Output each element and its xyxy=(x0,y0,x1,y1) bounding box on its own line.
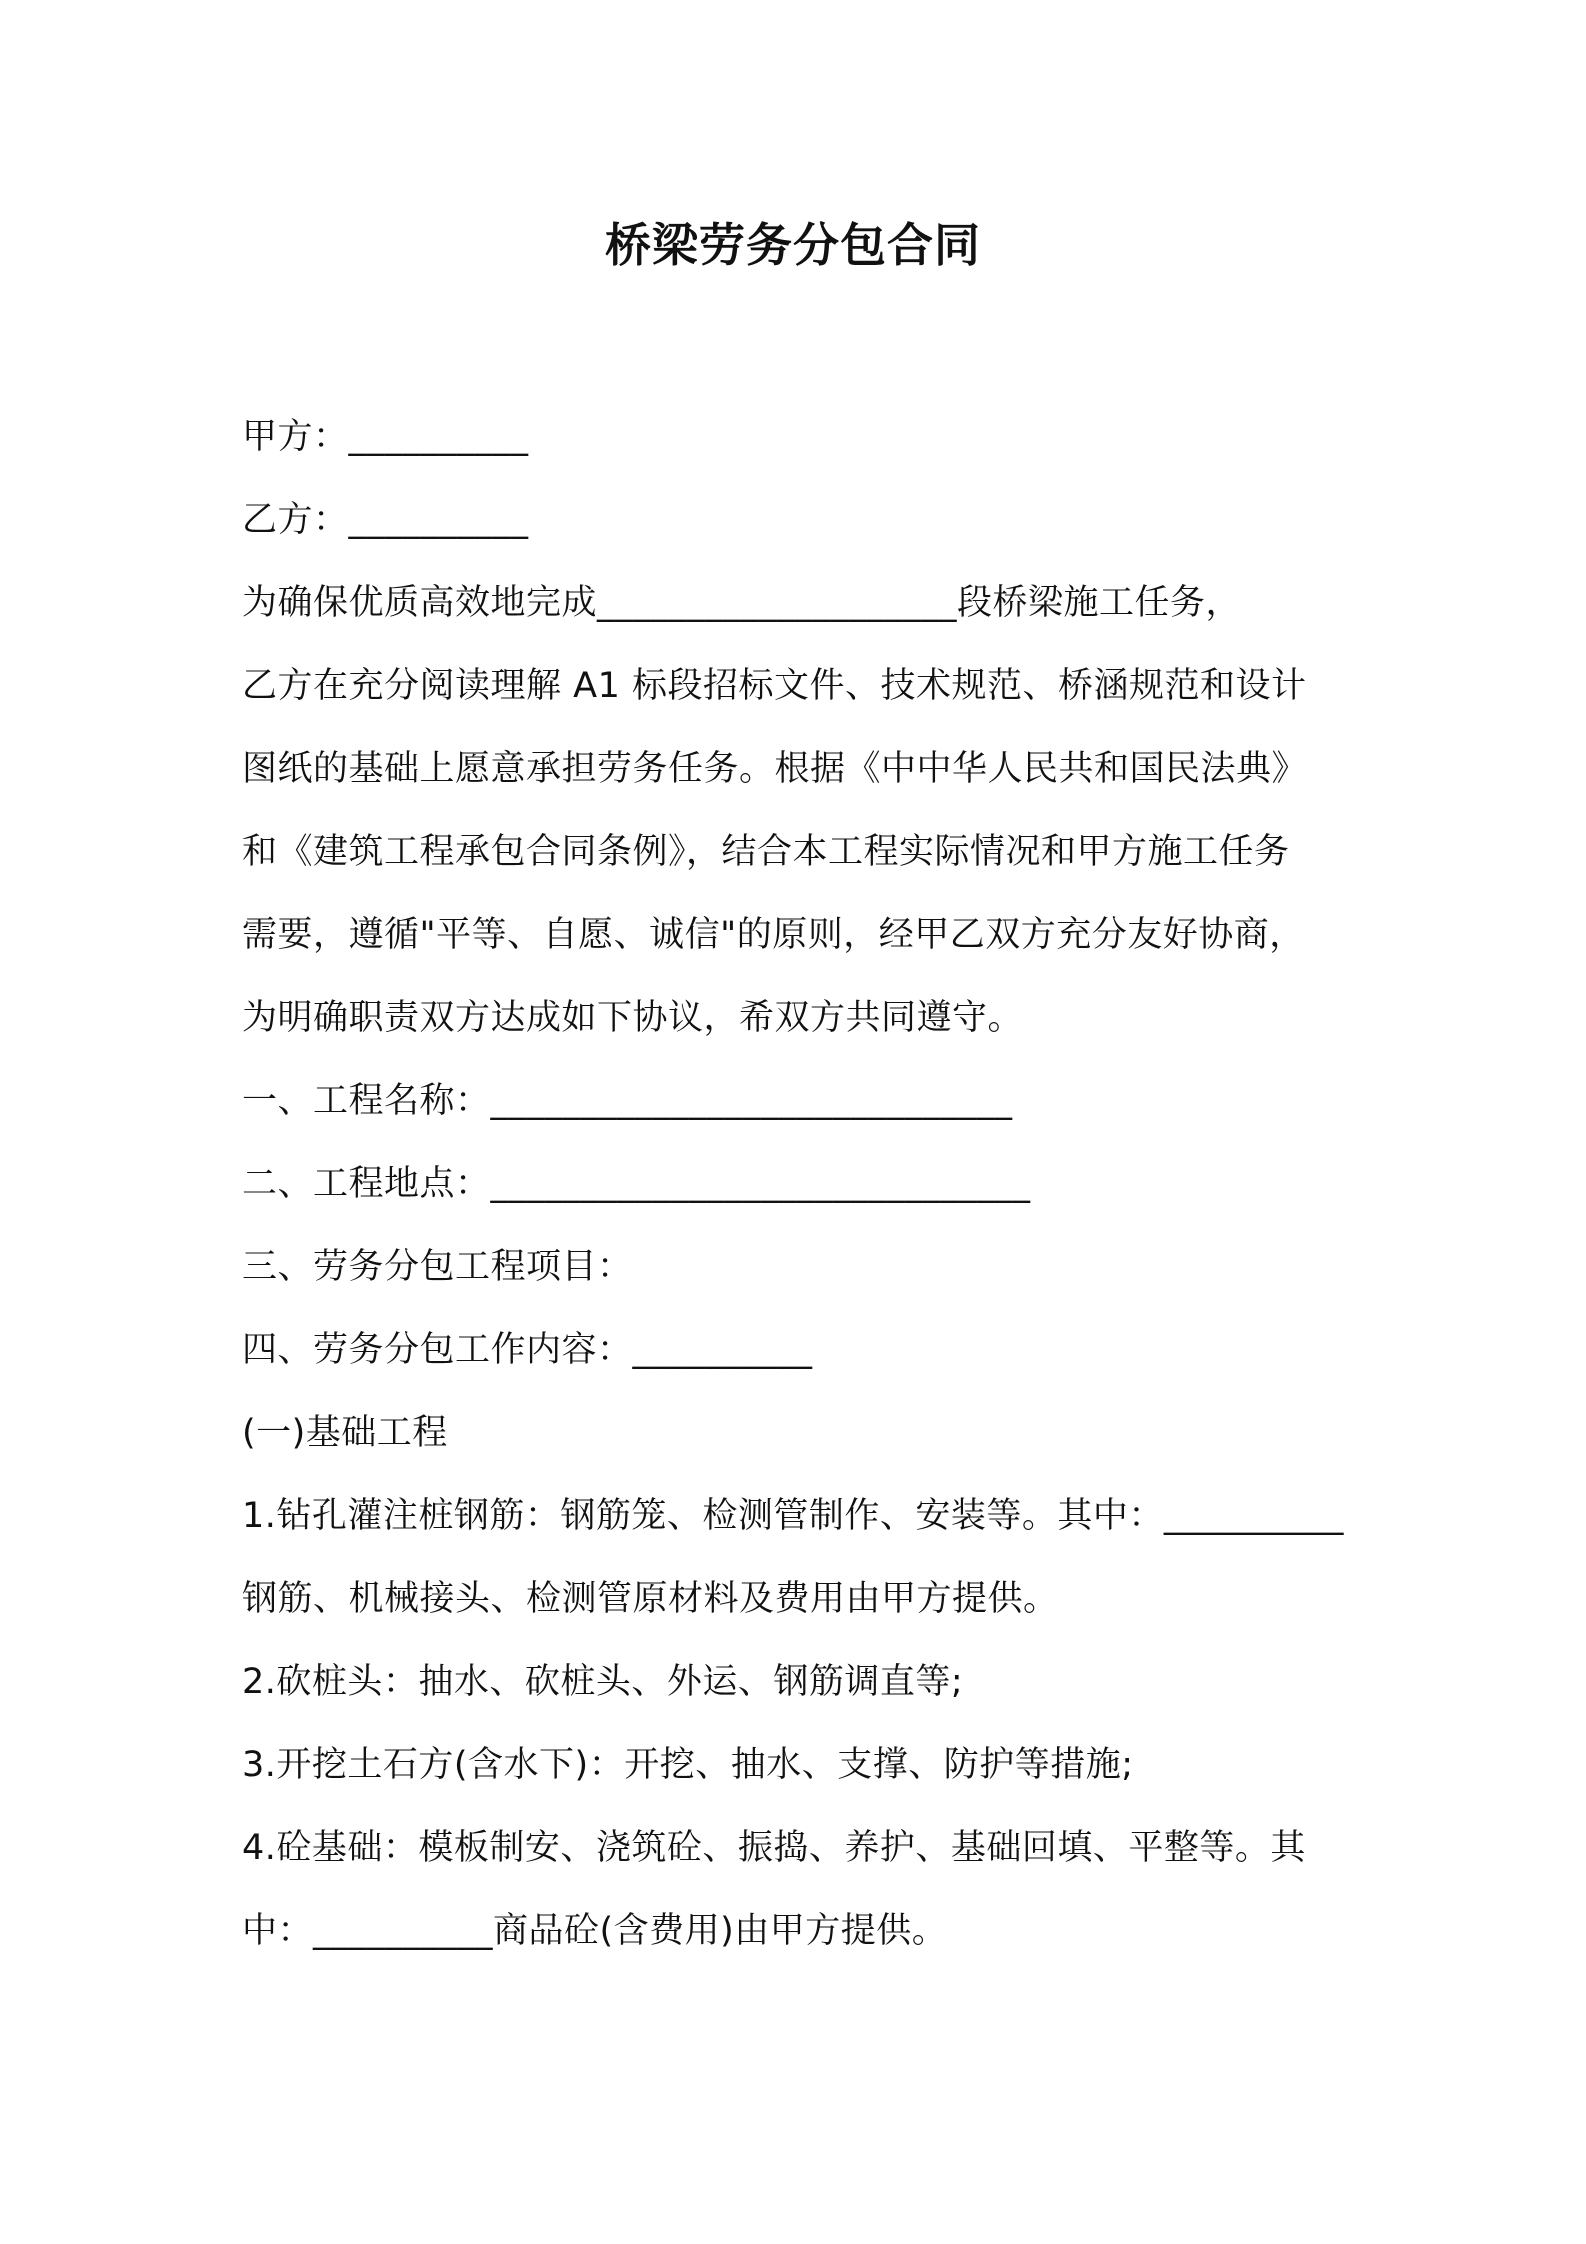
item-4-line-2: 中：__________商品砼(含费用)由甲方提供。 xyxy=(242,1911,948,1951)
preamble-line-4: 和《建筑工程承包合同条例》，结合本工程实际情况和甲方施工任务 xyxy=(242,832,1290,872)
section-project-location: 二、工程地点：______________________________ xyxy=(242,1164,1031,1204)
preamble-line-1: 为确保优质高效地完成____________________段桥梁施工任务， xyxy=(242,583,1242,623)
party-a-line: 甲方：__________ xyxy=(242,417,529,457)
item-4-line-1: 4.砼基础：模板制安、浇筑砼、振捣、养护、基础回填、平整等。其 xyxy=(242,1828,1306,1868)
subsection-foundation: (一)基础工程 xyxy=(242,1413,448,1453)
item-1-line-1: 1.钻孔灌注桩钢筋：钢筋笼、检测管制作、安装等。其中：__________ xyxy=(242,1496,1344,1536)
document-title: 桥梁劳务分包合同 xyxy=(605,218,981,272)
section-work-content: 四、劳务分包工作内容：__________ xyxy=(242,1330,813,1370)
preamble-line-5: 需要，遵循"平等、自愿、诚信"的原则，经甲乙双方充分友好协商， xyxy=(242,915,1305,955)
item-2-line: 2.砍桩头：抽水、砍桩头、外运、钢筋调直等; xyxy=(242,1662,964,1702)
preamble-line-2: 乙方在充分阅读理解 A1 标段招标文件、技术规范、桥涵规范和设计 xyxy=(242,666,1307,706)
section-project-name: 一、工程名称：_____________________________ xyxy=(242,1081,1013,1121)
preamble-line-6: 为明确职责双方达成如下协议，希双方共同遵守。 xyxy=(242,998,1024,1038)
item-1-line-2: 钢筋、机械接头、检测管原材料及费用由甲方提供。 xyxy=(242,1579,1059,1619)
party-b-line: 乙方：__________ xyxy=(242,500,529,540)
section-subcontract-items: 三、劳务分包工程项目： xyxy=(242,1247,633,1287)
preamble-line-3: 图纸的基础上愿意承担劳务任务。根据《中中华人民共和国民法典》 xyxy=(242,749,1308,789)
item-3-line: 3.开挖土石方(含水下)：开挖、抽水、支撑、防护等措施; xyxy=(242,1745,1134,1785)
